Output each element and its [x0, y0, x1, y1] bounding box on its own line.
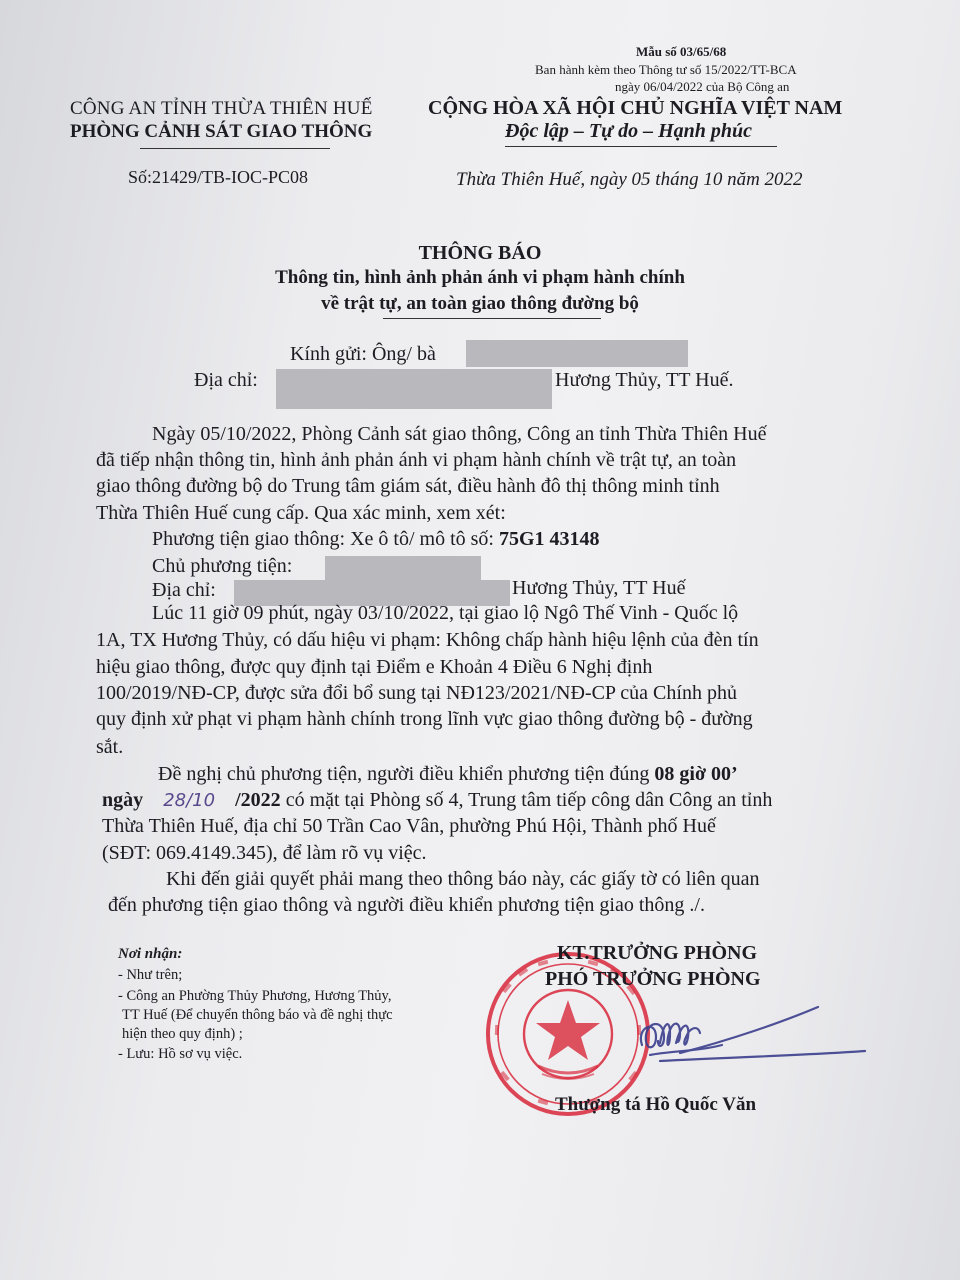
vehicle-label: Phương tiện giao thông: Xe ô tô/ mô tô số: [152, 528, 494, 550]
body-line: sắt. [96, 736, 124, 758]
body-line: Ngày 05/10/2022, Phòng Cảnh sát giao thông, Công an tỉnh Thừa Thiên Huế [152, 423, 767, 445]
recipients-item: - Như trên; [118, 967, 183, 983]
form-number: Mẫu số 03/65/68 [636, 44, 727, 59]
body-line: 100/2019/NĐ-CP, được sửa đổi bổ sung tại NĐ123/2021/NĐ-CP của Chính phủ [96, 682, 737, 704]
document-subtitle-2: về trật tự, an toàn giao thông đường bộ [321, 293, 639, 314]
signatory-title-2: PHÓ TRƯỞNG PHÒNG [545, 968, 761, 990]
org-name: PHÒNG CẢNH SÁT GIAO THÔNG [70, 121, 373, 142]
body-line: đã tiếp nhận thông tin, hình ảnh phản ánh vi phạm hành chính về trật tự, an toàn [96, 449, 737, 471]
request-line-2 [102, 789, 772, 812]
nation-motto: Độc lập – Tự do – Hạnh phúc [505, 120, 753, 142]
redacted-address [276, 369, 552, 409]
body-line: Thừa Thiên Huế, địa chỉ 50 Trần Cao Vân, phường Phú Hội, Thành phố Huế [102, 815, 716, 837]
recipients-title: Nơi nhận: [118, 946, 183, 962]
title-underline [383, 318, 601, 319]
handwritten-date: 28/10 [163, 790, 216, 811]
form-issued-line1: Ban hành kèm theo Thông tư số 15/2022/TT-BCA [535, 62, 797, 77]
org-parent: CÔNG AN TỈNH THỪA THIÊN HUẾ [70, 98, 373, 119]
signer-name: Thượng tá Hồ Quốc Văn [555, 1094, 757, 1115]
motto-underline [505, 146, 777, 147]
license-plate: 75G1 43148 [498, 528, 600, 550]
owner-address-visible: Hương Thủy, TT Huế [512, 577, 686, 599]
redacted-name [466, 340, 688, 367]
handwritten-signature [620, 985, 870, 1095]
place-date: Thừa Thiên Huế, ngày 05 tháng 10 năm 2022 [456, 169, 803, 190]
redacted-owner [325, 556, 481, 582]
recipient-label: Kính gửi: Ông/ bà [290, 343, 436, 365]
recipients-item: - Công an Phường Thủy Phương, Hương Thủy, [118, 988, 392, 1004]
address-visible: Hương Thủy, TT Huế. [555, 369, 734, 391]
recipients-item: - Lưu: Hồ sơ vụ việc. [118, 1046, 243, 1062]
form-issued-line2: ngày 06/04/2022 của Bộ Công an [615, 79, 790, 94]
body-line: quy định xử phạt vi phạm hành chính trong lĩnh vực giao thông đường bộ - đường [96, 708, 753, 730]
nation-name: CỘNG HÒA XÃ HỘI CHỦ NGHĨA VIỆT NAM [428, 97, 843, 119]
appointment-year: /2022 [235, 789, 281, 811]
signatory-title-1: KT.TRƯỞNG PHÒNG [557, 942, 757, 964]
org-underline [140, 148, 330, 149]
day-label: ngày [102, 789, 144, 811]
request-line-1 [158, 763, 738, 786]
recipients-item: hiện theo quy định) ; [122, 1026, 243, 1042]
body-line: Khi đến giải quyết phải mang theo thông báo này, các giấy tờ có liên quan [166, 868, 760, 890]
body-line: hiệu giao thông, được quy định tại Điểm e Khoản 4 Điều 6 Nghị định [96, 656, 653, 678]
appointment-time: 08 giờ 00’ [654, 763, 738, 785]
body-line: Thừa Thiên Huế cung cấp. Qua xác minh, xem xét: [96, 502, 506, 524]
recipients-item: TT Huế (Để chuyển thông báo và đề nghị thực [122, 1007, 393, 1023]
document-subtitle-1: Thông tin, hình ảnh phản ánh vi phạm hành chính [275, 267, 685, 288]
document-title: THÔNG BÁO [418, 242, 542, 264]
document-number: Số:21429/TB-IOC-PC08 [128, 167, 309, 187]
request-text: Đề nghị chủ phương tiện, người điều khiển phương tiện đúng [158, 763, 650, 785]
owner-label: Chủ phương tiện: [152, 555, 293, 577]
address-label: Địa chỉ: [194, 369, 258, 391]
vehicle-line [152, 528, 600, 551]
body-line: Lúc 11 giờ 09 phút, ngày 03/10/2022, tại giao lộ Ngô Thế Vinh - Quốc lộ [152, 602, 739, 624]
body-line: (SĐT: 069.4149.345), để làm rõ vụ việc. [102, 842, 427, 864]
request-location: có mặt tại Phòng số 4, Trung tâm tiếp công dân Công an tỉnh [285, 789, 773, 811]
body-line: giao thông đường bộ do Trung tâm giám sát, điều hành đô thị thông minh tỉnh [96, 475, 720, 497]
owner-address-label: Địa chỉ: [152, 579, 216, 601]
body-line: 1A, TX Hương Thủy, có dấu hiệu vi phạm: Không chấp hành hiệu lệnh của đèn tín [96, 629, 759, 651]
body-line: đến phương tiện giao thông và người điều khiển phương tiện giao thông ./. [108, 894, 705, 916]
